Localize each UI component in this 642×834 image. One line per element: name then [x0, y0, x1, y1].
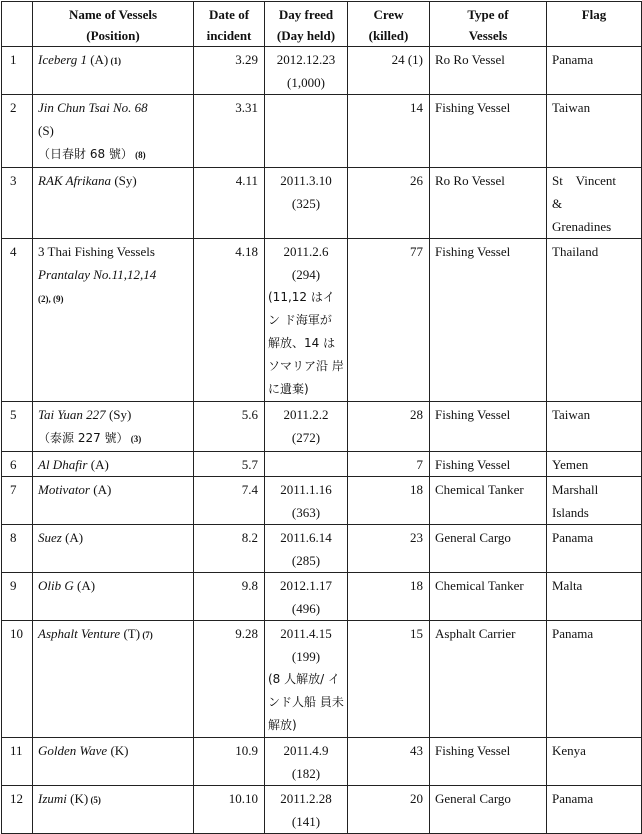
flag: Taiwan: [547, 402, 642, 452]
row-number: 4: [2, 239, 33, 402]
day-freed: [265, 452, 348, 477]
crew-count: 14: [348, 95, 430, 168]
vessel-name: 3 Thai Fishing Vessels Prantalay No.11,12,14 (2), (9): [33, 239, 194, 402]
incident-date: 4.18: [194, 239, 265, 402]
vessel-type: General Cargo: [430, 786, 547, 834]
vessel-name: Iceberg 1 (A) (1): [33, 47, 194, 95]
day-freed: 2011.3.10 (325): [265, 168, 348, 239]
row-number: 8: [2, 525, 33, 573]
row-number: 3: [2, 168, 33, 239]
vessel-type: Ro Ro Vessel: [430, 47, 547, 95]
header-date: Date of incident: [194, 2, 265, 47]
crew-count: 7: [348, 452, 430, 477]
incident-date: 3.29: [194, 47, 265, 95]
day-freed: 2011.4.15 (199) (8 人解放/ インド人船 員未解放): [265, 621, 348, 738]
vessel-type: Ro Ro Vessel: [430, 168, 547, 239]
day-freed: [265, 95, 348, 168]
crew-count: 20: [348, 786, 430, 834]
table-row: [2, 525, 642, 573]
vessel-name: Suez (A): [33, 525, 194, 573]
vessel-type: Fishing Vessel: [430, 738, 547, 786]
header-row: [2, 2, 642, 47]
incident-date: 10.10: [194, 786, 265, 834]
row-number: 1: [2, 47, 33, 95]
vessel-name: Izumi (K) (5): [33, 786, 194, 834]
vessels-table: [1, 1, 642, 834]
crew-count: 18: [348, 573, 430, 621]
incident-date: 3.31: [194, 95, 265, 168]
table-row: [2, 621, 642, 738]
crew-count: 15: [348, 621, 430, 738]
vessel-type: Asphalt Carrier: [430, 621, 547, 738]
incident-date: 5.6: [194, 402, 265, 452]
vessel-type: Fishing Vessel: [430, 239, 547, 402]
incident-date: 9.28: [194, 621, 265, 738]
flag: Marshall Islands: [547, 477, 642, 525]
row-number: 2: [2, 95, 33, 168]
crew-count: 24 (1): [348, 47, 430, 95]
vessel-name: Golden Wave (K): [33, 738, 194, 786]
flag: Malta: [547, 573, 642, 621]
day-freed: 2011.4.9 (182): [265, 738, 348, 786]
vessel-type: Fishing Vessel: [430, 95, 547, 168]
vessel-name: Asphalt Venture (T) (7): [33, 621, 194, 738]
flag: Panama: [547, 47, 642, 95]
row-number: 5: [2, 402, 33, 452]
row-number: 12: [2, 786, 33, 834]
table-row: [2, 168, 642, 239]
flag: Panama: [547, 525, 642, 573]
vessel-name: Tai Yuan 227 (Sy) （泰源 227 號） (3): [33, 402, 194, 452]
day-freed: 2012.1.17 (496): [265, 573, 348, 621]
incident-date: 10.9: [194, 738, 265, 786]
table-row: [2, 239, 642, 402]
header-freed: Day freed (Day held): [265, 2, 348, 47]
table-row: [2, 477, 642, 525]
header-crew: Crew (killed): [348, 2, 430, 47]
row-number: 7: [2, 477, 33, 525]
incident-date: 9.8: [194, 573, 265, 621]
header-flag: Flag: [547, 2, 642, 47]
header-type: Type of Vessels: [430, 2, 547, 47]
flag: Yemen: [547, 452, 642, 477]
vessel-name: RAK Afrikana (Sy): [33, 168, 194, 239]
header-name: Name of Vessels (Position): [33, 2, 194, 47]
header-no: [2, 2, 33, 47]
flag: St Vincent & Grenadines: [547, 168, 642, 239]
day-freed: 2011.2.2 (272): [265, 402, 348, 452]
row-number: 10: [2, 621, 33, 738]
vessel-type: General Cargo: [430, 525, 547, 573]
day-freed: 2011.2.28 (141): [265, 786, 348, 834]
flag: Taiwan: [547, 95, 642, 168]
crew-count: 77: [348, 239, 430, 402]
crew-count: 26: [348, 168, 430, 239]
day-freed: 2012.12.23 (1,000): [265, 47, 348, 95]
row-number: 11: [2, 738, 33, 786]
incident-date: 8.2: [194, 525, 265, 573]
table-row: [2, 47, 642, 95]
flag: Kenya: [547, 738, 642, 786]
crew-count: 43: [348, 738, 430, 786]
vessel-name: Olib G (A): [33, 573, 194, 621]
day-freed: 2011.6.14 (285): [265, 525, 348, 573]
crew-count: 18: [348, 477, 430, 525]
incident-date: 7.4: [194, 477, 265, 525]
table-row: [2, 738, 642, 786]
flag: Panama: [547, 621, 642, 738]
day-freed: 2011.1.16 (363): [265, 477, 348, 525]
flag: Panama: [547, 786, 642, 834]
incident-date: 4.11: [194, 168, 265, 239]
row-number: 6: [2, 452, 33, 477]
vessel-type: Chemical Tanker: [430, 477, 547, 525]
table-row: [2, 573, 642, 621]
row-number: 9: [2, 573, 33, 621]
table-row: [2, 786, 642, 834]
table-row: [2, 452, 642, 477]
day-freed: 2011.2.6 (294) (11,12 はイン ド海軍が 解放、14 は ソマリア沿 岸に遺棄): [265, 239, 348, 402]
vessel-type: Chemical Tanker: [430, 573, 547, 621]
vessel-name: Motivator (A): [33, 477, 194, 525]
incident-date: 5.7: [194, 452, 265, 477]
crew-count: 28: [348, 402, 430, 452]
vessel-type: Fishing Vessel: [430, 452, 547, 477]
vessel-name: Jin Chun Tsai No. 68 (S) （日春財 68 號） (8): [33, 95, 194, 168]
vessel-name: Al Dhafir (A): [33, 452, 194, 477]
table-row: [2, 402, 642, 452]
flag: Thailand: [547, 239, 642, 402]
table-row: [2, 95, 642, 168]
crew-count: 23: [348, 525, 430, 573]
vessel-type: Fishing Vessel: [430, 402, 547, 452]
